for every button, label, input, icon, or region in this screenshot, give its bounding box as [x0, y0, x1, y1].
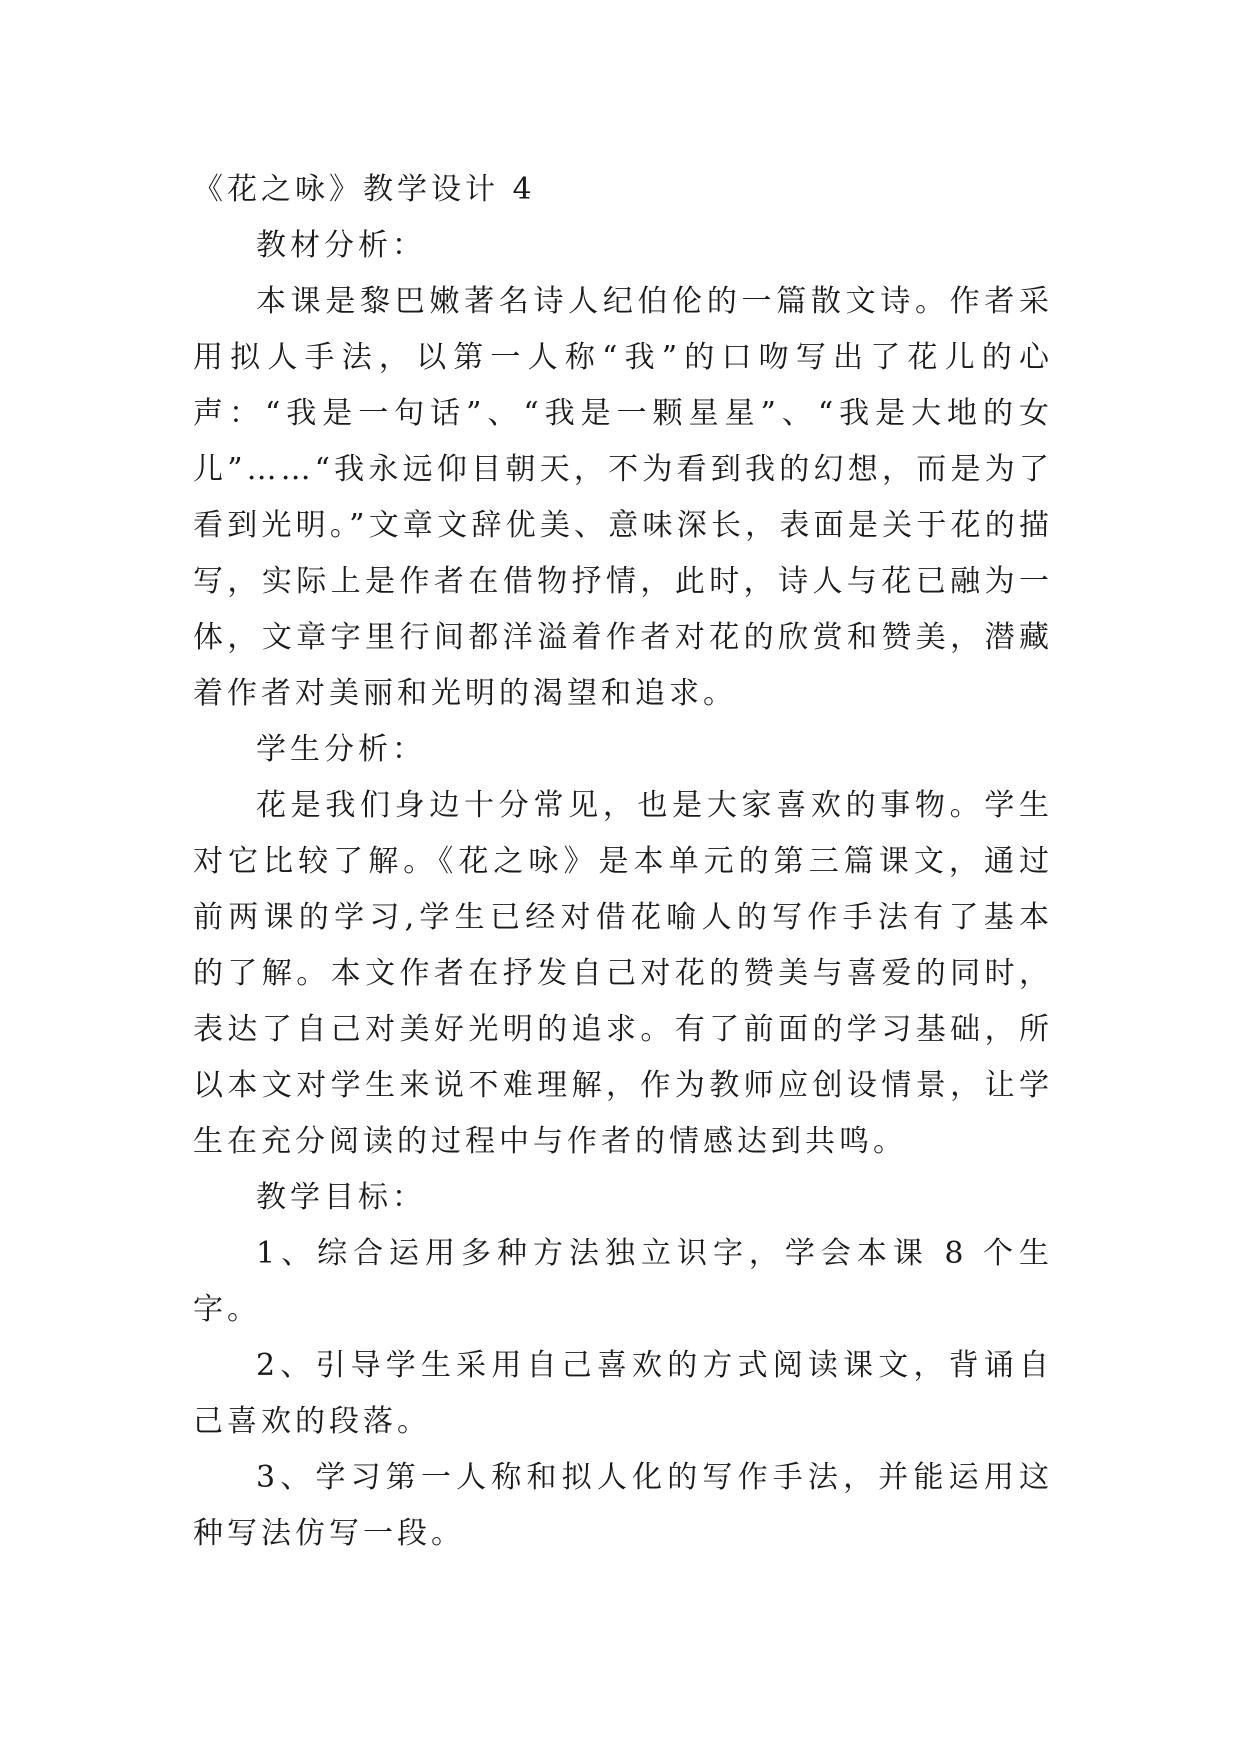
paragraph-student-analysis: 花是我们身边十分常见，也是大家喜欢的事物。学生对它比较了解。《花之咏》是本单元的第三篇课文，通过前两课的学习,学生已经对借花喻人的写作手法有了基本的了解。本文作者在抒发自己对花的赞美与喜爱的同时，表达了自己对美好光明的追求。有了前面的学习基础，所以本文对学生来说不难理解，作为教师应创设情景，让学生在充分阅读的过程中与作者的情感达到共鸣。 [193, 788, 1053, 1159]
goal-item-2: 2、引导学生采用自己喜欢的方式阅读课文，背诵自己喜欢的段落。 [193, 1348, 1053, 1439]
document-page [193, 162, 1053, 1562]
section-heading-textbook-analysis: 教材分析： [256, 228, 426, 263]
document-title: 《花之咏》教学设计 4 [193, 172, 536, 207]
goal-item-1: 1、综合运用多种方法独立识字，学会本课 8 个生字。 [193, 1236, 1053, 1327]
goal-item-3: 3、学习第一人称和拟人化的写作手法，并能运用这种写法仿写一段。 [193, 1460, 1053, 1551]
paragraph-textbook-analysis: 本课是黎巴嫩著名诗人纪伯伦的一篇散文诗。作者采用拟人手法，以第一人称“我”的口吻写出了花儿的心声：“我是一句话”、“我是一颗星星”、“我是大地的女儿”……“我永远仰目朝天，不为看到我的幻想，而是为了看到光明。”文章文辞优美、意味深长，表面是关于花的描写，实际上是作者在借物抒情，此时，诗人与花已融为一体，文章字里行间都洋溢着作者对花的欣赏和赞美，潜藏着作者对美丽和光明的渴望和追求。 [193, 284, 1053, 711]
section-heading-teaching-goals: 教学目标： [256, 1180, 426, 1215]
section-heading-student-analysis: 学生分析： [256, 732, 426, 767]
